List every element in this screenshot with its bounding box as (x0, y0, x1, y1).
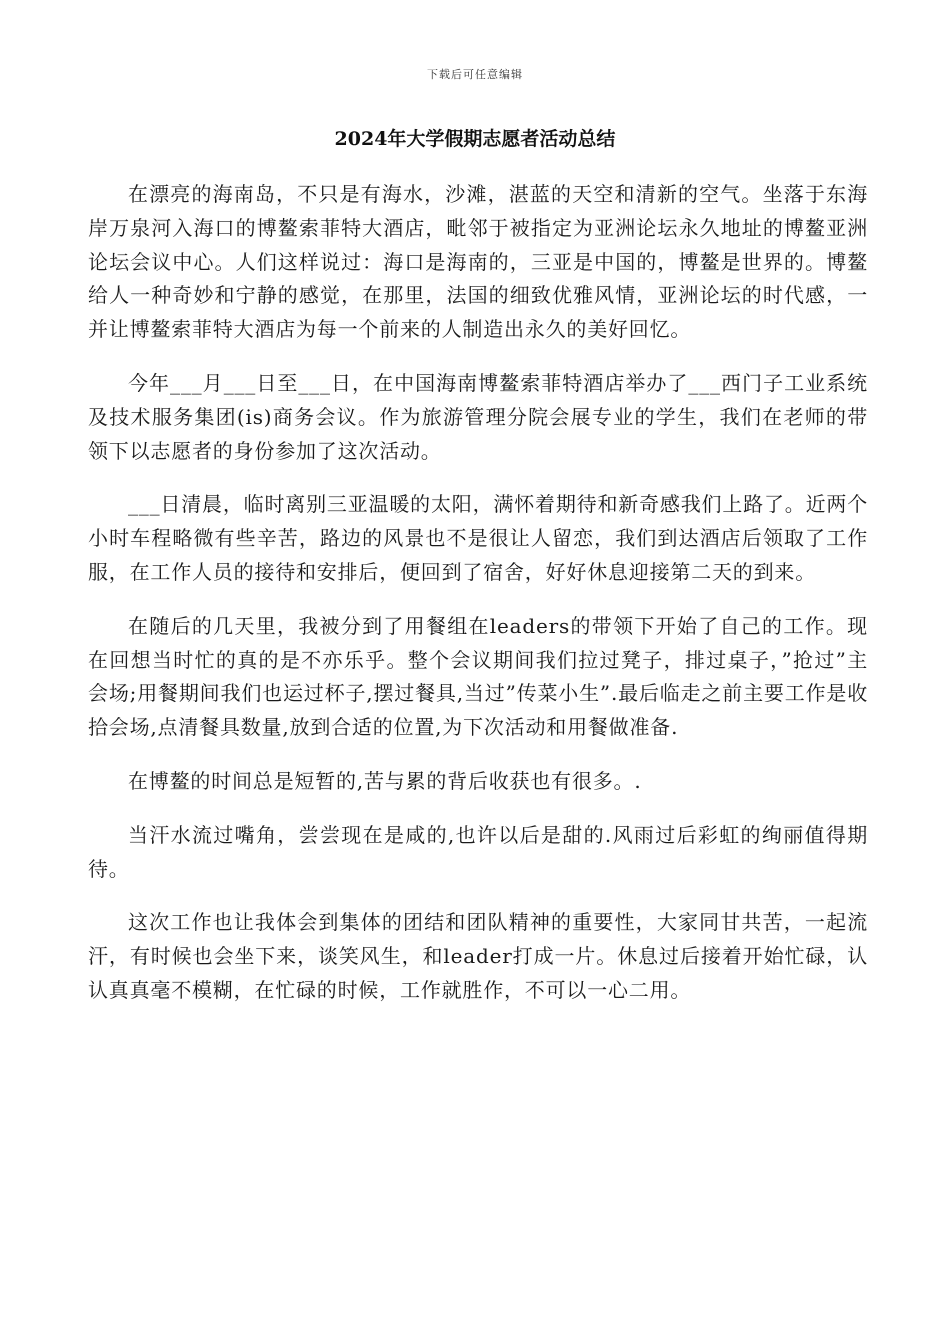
paragraph-4: 在随后的几天里，我被分到了用餐组在leaders的带领下开始了自己的工作。现在回想当时忙的真的是不亦乐乎。整个会议期间我们拉过凳子，排过桌子，”抢过”主会场;用餐期间我们也运过杯子,摆过餐具,当过”传菜小生”.最后临走之前主要工作是收拾会场,点清餐具数量,放到合适的位置,为下次活动和用餐做准备. (88, 613, 868, 740)
paragraph-7: 这次工作也让我体会到集体的团结和团队精神的重要性，大家同甘共苦，一起流汗，有时候也会坐下来，谈笑风生，和leader打成一片。休息过后接着开始忙碌，认认真真毫不模糊，在忙碌的时候，工作就胜作，不可以一心二用。 (88, 910, 868, 1002)
document-title: 2024年大学假期志愿者活动总结 (334, 128, 616, 150)
paragraph-2: 今年___月___日至___日，在中国海南博鳌索菲特酒店举办了___西门子工业系统及技术服务集团(is)商务会议。作为旅游管理分院会展专业的学生，我们在老师的带领下以志愿者的身份参加了这次活动。 (88, 370, 868, 463)
paragraph-5: 在博鳌的时间总是短暂的,苦与累的背后收获也有很多。. (128, 768, 642, 793)
document-body (88, 178, 868, 1028)
paragraph-6: 当汗水流过嘴角，尝尝现在是咸的,也许以后是甜的.风雨过后彩虹的绚丽值得期待。 (88, 822, 868, 881)
paragraph-1: 在漂亮的海南岛，不只是有海水，沙滩，湛蓝的天空和清新的空气。坐落于东海岸万泉河入海口的博鳌索菲特大酒店，毗邻于被指定为亚洲论坛永久地址的博鳌亚洲论坛会议中心。人们这样说过：海口是海南的，三亚是中国的，博鳌是世界的。博鳌给人一种奇妙和宁静的感觉，在那里，法国的细致优雅风情，亚洲论坛的时代感，一并让博鳌索菲特大酒店为每一个前来的人制造出永久的美好回忆。 (88, 182, 868, 342)
paragraph-3: ___日清晨，临时离别三亚温暖的太阳，满怀着期待和新奇感我们上路了。近两个小时车程略微有些辛苦，路边的风景也不是很让人留恋，我们到达酒店后领取了工作服，在工作人员的接待和安排后，便回到了宿舍，好好休息迎接第二天的到来。 (88, 492, 868, 584)
header-note: 下载后可任意编辑 (427, 68, 523, 81)
